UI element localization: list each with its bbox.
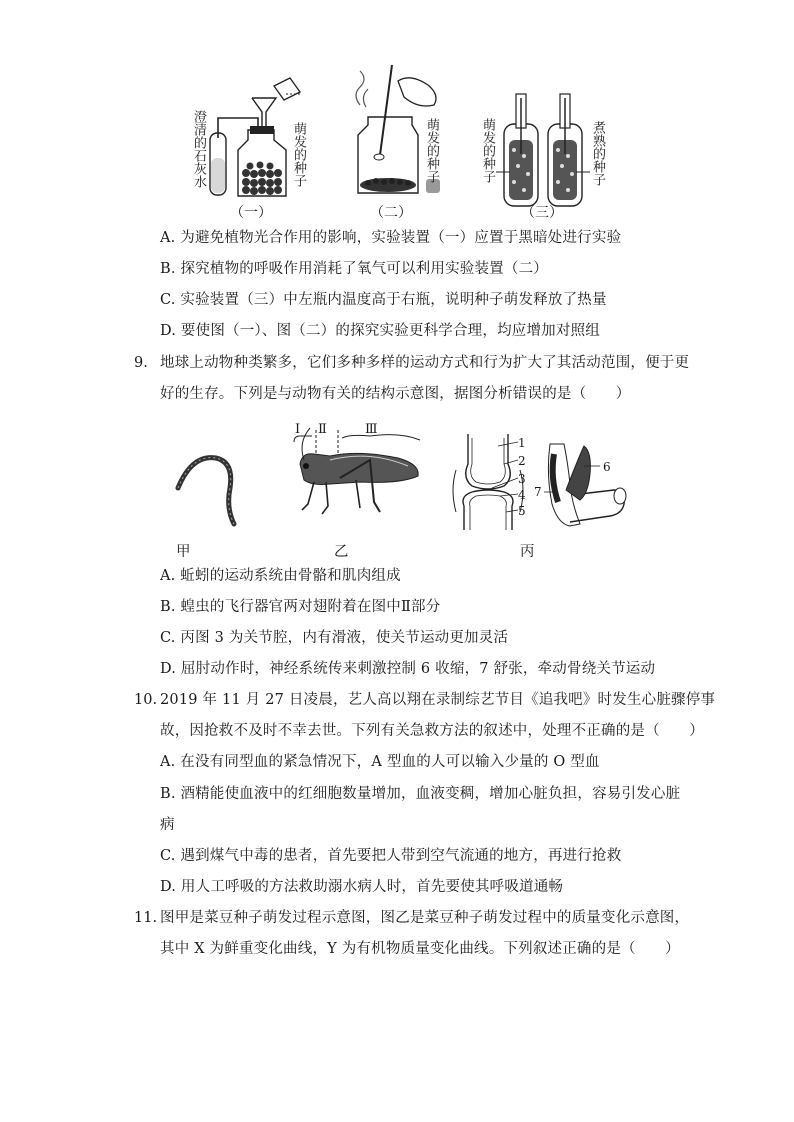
joint-label-1: 1 [518,436,526,450]
q8-option-d: D. 要使图（一）、图（二）的探究实验更科学合理，均应增加对照组 [160,323,600,339]
q9-option-b: B. 蝗虫的飞行器官两对翅附着在图中Ⅱ部分 [160,599,441,615]
q11-stem-line-1: 图甲是菜豆种子萌发过程示意图，图乙是菜豆种子萌发过程中的质量变化示意图， [160,910,690,926]
fig-label-yi: 乙 [334,544,349,560]
q9-option-d: D. 屈肘动作时，神经系统传来刺激控制 6 收缩，7 舒张，牵动骨绕关节运动 [160,661,656,677]
caption-apparatus-2: （二） [370,205,412,221]
q10-option-a: A. 在没有同型血的紧急情况下，A 型血的人可以输入少量的 O 型血 [160,754,600,770]
q10-stem-line-1: 2019 年 11 月 27 日凌晨，艺人高以翔在录制综艺节目《追我吧》时发生心脏骤停事 [160,692,716,708]
segment-label-i: Ⅰ [295,422,301,437]
joint-label-4: 4 [518,488,526,502]
joint-illustration [448,434,528,534]
arm-muscle-illustration [540,434,630,534]
fig-label-bing: 丙 [520,544,535,560]
segment-label-ii: Ⅱ [318,422,327,437]
grasshopper-illustration [290,420,430,520]
cooked-seeds-label: 煮熟的种子 [590,121,605,186]
q8-option-a: A. 为避免植物光合作用的影响，实验装置（一）应置于黑暗处进行实验 [160,230,622,246]
sprouting-seeds-label-2: 萌发的种子 [424,118,439,183]
q10-number: 10. [134,692,158,708]
caption-apparatus-3: （三） [521,205,563,221]
q8-option-c: C. 实验装置（三）中左瓶内温度高于右瓶，说明种子萌发释放了热量 [160,292,607,308]
joint-label-2: 2 [518,454,526,468]
earthworm-illustration [172,448,262,528]
q9-number: 9. [134,355,148,371]
sprouting-seeds-label-1: 萌发的种子 [291,122,306,187]
arm-label-7: 7 [534,485,542,499]
fig-label-jia: 甲 [176,544,191,560]
q9-stem-line-2: 好的生存。下列是与动物有关的结构示意图，据图分析错误的是（ ） [160,386,631,402]
joint-label-5: 5 [518,504,526,518]
q10-option-d: D. 用人工呼吸的方法救助溺水病人时，首先要使其呼吸道通畅 [160,879,564,895]
segment-label-iii: Ⅲ [365,422,378,437]
q8-option-b: B. 探究植物的呼吸作用消耗了氧气可以利用实验装置（二） [160,261,548,277]
q11-stem-line-2: 其中 X 为鲜重变化曲线，Y 为有机物质量变化曲线。下列叙述正确的是（ ） [160,941,680,957]
limewater-label: 澄清的石灰水 [191,110,206,188]
q10-option-b: B. 酒精能使血液中的红细胞数量增加，血液变稠，增加心脏负担，容易引发心脏 [160,786,681,802]
arm-label-6: 6 [603,460,611,474]
q10-option-b-continued: 病 [160,817,175,833]
q9-option-a: A. 蚯蚓的运动系统由骨骼和肌肉组成 [160,568,401,584]
q9-option-c: C. 丙图 3 为关节腔，内有滑液，使关节运动更加灵活 [160,630,509,646]
caption-apparatus-1: （一） [230,205,272,221]
apparatus-3-illustration [498,94,588,209]
q9-stem-line-1: 地球上动物种类繁多，它们多种多样的运动方式和行为扩大了其活动范围，便于更 [160,355,690,371]
q10-stem-line-2: 故，因抢救不及时不幸去世。下列有关急救方法的叙述中，处理不正确的是（ ） [160,723,704,739]
q10-option-c: C. 遇到煤气中毒的患者，首先要把人带到空气流通的地方，再进行抢救 [160,848,622,864]
q11-number: 11. [134,910,158,926]
sprouting-seeds-label-3: 萌发的种子 [480,118,495,183]
joint-label-3: 3 [518,472,526,486]
